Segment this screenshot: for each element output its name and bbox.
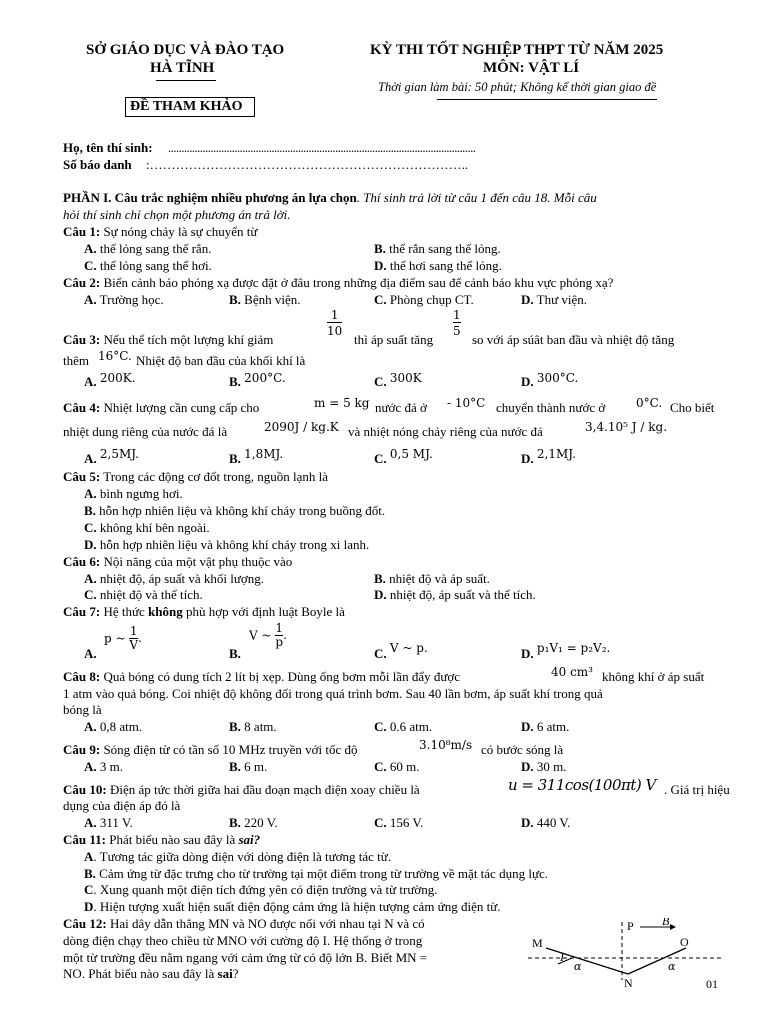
q11-option-b-text: Cảm ứng từ đặc trưng cho từ trường tại một điểm trong từ trường về mặt tác dụng lực. <box>99 866 549 881</box>
q11-option-c[interactable]: C. Xung quanh một điện tích đứng yên có điện trường và từ trường. <box>84 882 438 897</box>
q5-option-a[interactable]: A. bình ngưng hơi. <box>84 486 183 501</box>
q3-option-b[interactable]: B. 200°C. <box>229 371 286 389</box>
q7-option-a-num: 1 <box>129 624 138 638</box>
question-8-text-2: không khí ở áp suất <box>602 669 705 684</box>
q8-option-d[interactable]: D. 6 atm. <box>521 719 570 734</box>
q9-option-d-text: 30 m. <box>536 759 567 774</box>
province-name: HÀ TĨNH <box>150 60 215 76</box>
q3-fraction-2-num: 1 <box>453 308 461 322</box>
question-10-number: Câu 10: <box>63 782 107 797</box>
question-1 <box>63 224 257 240</box>
q7-option-b-den: p <box>275 635 284 649</box>
time-underline <box>437 99 657 100</box>
province-underline <box>156 80 216 81</box>
q2-option-a-text: Trường học. <box>99 292 164 307</box>
q8-option-a-text: 0,8 atm. <box>99 719 143 734</box>
q4-mass: m = 5 kg <box>314 396 370 410</box>
question-3-text-2: thì áp suất tăng <box>354 332 434 347</box>
question-4-text-6: và nhiệt nóng chảy riêng của nước đá <box>348 424 543 439</box>
q4-initial-temp: - 10°C <box>447 396 486 410</box>
question-3-text-1: Nếu thể tích một lượng khí giảm <box>100 332 274 347</box>
q9-option-a[interactable]: A. 3 m. <box>84 759 124 774</box>
q5-option-c-text: không khí bên ngoài. <box>99 520 210 535</box>
q11-option-a-text: Tương tác giữa dòng điện với dòng điện là tương tác từ. <box>99 849 392 864</box>
question-2-number: Câu 2: <box>63 275 101 290</box>
q5-option-a-text: bình ngưng hơi. <box>99 486 183 501</box>
q11-option-d-text: Hiện tượng xuất hiện suất điện động cảm ứng là hiện tượng cảm ứng điện từ. <box>99 899 501 914</box>
q8-option-a[interactable]: A. 0,8 atm. <box>84 719 143 734</box>
question-10-text-1: Điện áp tức thời giữa hai đầu đoạn mạch điện xoay chiều là <box>106 782 420 797</box>
student-id-field[interactable]: :……………………………………………………………….. <box>146 157 469 172</box>
fig-label-alpha-1: α <box>574 960 582 973</box>
q10-option-c[interactable]: C. 156 V. <box>374 815 424 830</box>
question-4 <box>63 400 259 416</box>
subject-title: MÔN: VẬT LÍ <box>483 60 580 76</box>
q7-option-b-prefix: V ~ <box>249 628 272 643</box>
question-2 <box>63 275 613 291</box>
q4-option-d[interactable]: D. 2,1MJ. <box>521 447 576 466</box>
q5-option-b[interactable]: B. hỗn hợp nhiên liệu và không khí cháy trong buồng đốt. <box>84 503 386 518</box>
q10-option-c-text: 156 V. <box>389 815 424 830</box>
q4-option-a-text: 2,5MJ. <box>99 447 139 461</box>
time-note: Thời gian làm bài: 50 phút; Không kể thời gian giao đề <box>378 80 657 94</box>
question-11 <box>63 832 260 848</box>
q1-option-b-text: thể rắn sang thể lỏng. <box>389 241 501 256</box>
question-4-number: Câu 4: <box>63 400 101 415</box>
q9-option-b[interactable]: B. 6 m. <box>229 759 268 774</box>
q3-fraction-2-den: 5 <box>453 324 461 338</box>
fig-label-i: I <box>560 950 564 964</box>
question-4-text-3: chuyển thành nước ở <box>496 400 606 415</box>
q2-option-c[interactable]: C. Phòng chụp CT. <box>374 292 474 307</box>
q5-option-c[interactable]: C. không khí bên ngoài. <box>84 520 210 535</box>
q7-option-b-expr: V ~ $\frac{1}{p}$ . <box>249 621 287 649</box>
q7-option-b-fraction <box>275 622 283 649</box>
q8-option-c[interactable]: C. 0.6 atm. <box>374 719 433 734</box>
question-9-text-1: Sóng điện từ có tần số 10 MHz truyền với tốc độ <box>100 742 358 757</box>
q4-specific-heat: 2090J / kg.K <box>264 420 339 434</box>
q6-option-b-text: nhiệt độ và áp suất. <box>389 571 490 586</box>
q1-option-b[interactable]: B. thể rắn sang thể lỏng. <box>374 241 501 256</box>
q6-option-c-text: nhiệt độ và thể tích. <box>99 587 203 602</box>
q3-option-d[interactable]: D. 300°C. <box>521 371 579 389</box>
q2-option-d-text: Thư viện. <box>536 292 588 307</box>
q10-option-d-text: 440 V. <box>536 815 571 830</box>
q6-option-b[interactable]: B. nhiệt độ và áp suất. <box>374 571 490 586</box>
part1-instructions-cont: hỏi thí sinh chỉ chọn một phương án trả lời. <box>63 207 291 222</box>
q12-figure <box>528 918 738 990</box>
exam-title: KỲ THI TỐT NGHIỆP THPT TỪ NĂM 2025 <box>370 42 664 58</box>
question-3 <box>63 332 273 348</box>
q9-option-a-text: 3 m. <box>99 759 124 774</box>
q3-option-c[interactable]: C. 300K <box>374 371 422 389</box>
q2-option-a[interactable]: A. Trường học. <box>84 292 164 307</box>
q10-option-a[interactable]: A. 311 V. <box>84 815 133 830</box>
q10-option-d[interactable]: D. 440 V. <box>521 815 571 830</box>
question-9-text-2: có bước sóng là <box>481 742 564 757</box>
q4-option-b[interactable]: B. 1,8MJ. <box>229 447 284 466</box>
fig-label-alpha-2: α <box>668 960 676 973</box>
q7-option-b[interactable]: B. <box>229 646 241 661</box>
question-12-number: Câu 12: <box>63 916 107 931</box>
q3-option-a[interactable]: A. 200K. <box>84 371 136 389</box>
q3-temperature: 16°C. <box>98 349 132 363</box>
question-8 <box>63 669 460 685</box>
student-id-label: Số báo danh <box>63 157 132 172</box>
q7-option-a-expr: p ~ $\frac{1}{V}$ . <box>104 624 142 652</box>
q7-option-c[interactable]: C. V ~ p. <box>374 641 428 661</box>
q10-option-a-text: 311 V. <box>99 815 133 830</box>
q4-option-d-text: 2,1MJ. <box>536 447 576 461</box>
question-2-text: Biển cảnh báo phóng xạ được đặt ở đâu trong những địa điểm sau để cảnh báo khu vực phóng xạ? <box>100 275 614 290</box>
question-4-text-5: nhiệt dung riêng của nước đá là <box>63 424 228 439</box>
q1-option-a-text: thể lỏng sang thể rắn. <box>99 241 212 256</box>
question-7 <box>63 604 345 620</box>
q6-option-d-text: nhiệt độ, áp suất và thể tích. <box>389 587 536 602</box>
q7-option-b-num: 1 <box>275 621 284 635</box>
q1-option-d[interactable]: D. thể hơi sang thể lỏng. <box>374 258 502 273</box>
question-11-keyword: sai? <box>238 832 261 847</box>
question-5-number: Câu 5: <box>63 469 101 484</box>
q1-option-c[interactable]: C. thể lỏng sang thể hơi. <box>84 258 212 273</box>
q5-option-d[interactable]: D. hỗn hợp nhiên liệu và không khí cháy trong xi lanh. <box>84 537 370 552</box>
q3-option-c-text: 300K <box>389 371 422 385</box>
q1-option-c-text: thể lỏng sang thể hơi. <box>99 258 212 273</box>
q2-option-c-text: Phòng chụp CT. <box>389 292 474 307</box>
q11-option-a[interactable]: A. Tương tác giữa dòng điện với dòng điện là tương tác từ. <box>84 849 392 864</box>
question-4-text-2: nước đá ở <box>375 400 427 415</box>
question-7-text-2: phù hợp với định luật Boyle là <box>182 604 345 619</box>
fig-label-n: N <box>624 976 633 990</box>
question-12-text-4: NO. Phát biểu nào sau đây là <box>63 966 218 981</box>
q2-option-b-text: Bệnh viện. <box>244 292 301 307</box>
q7-option-d[interactable]: D. p₁V₁ = p₂V₂. <box>521 641 611 661</box>
q8-option-b[interactable]: B. 8 atm. <box>229 719 277 734</box>
question-4-text-1: Nhiệt lượng cần cung cấp cho <box>100 400 260 415</box>
q3-fraction-1 <box>327 309 342 338</box>
student-name-field[interactable]: .................................................................................................................... <box>168 140 476 155</box>
q4-option-b-text: 1,8MJ. <box>244 447 284 461</box>
q4-latent-heat: 3,4.10⁵ J / kg. <box>585 420 668 434</box>
q1-option-d-text: thể hơi sang thể lỏng. <box>389 258 502 273</box>
question-7-number: Câu 7: <box>63 604 101 619</box>
student-name-label: Họ, tên thí sinh: <box>63 140 153 155</box>
part1-title: PHẦN I. Câu trắc nghiệm nhiều phương án lựa chọn <box>63 190 357 205</box>
q8-option-c-text: 0.6 atm. <box>389 719 433 734</box>
reference-badge-label: ĐỀ THAM KHẢO <box>130 99 243 114</box>
fig-label-b: B <box>662 918 670 928</box>
question-8-text-4: bóng là <box>63 702 102 717</box>
q3-fraction-1-num: 1 <box>330 308 339 322</box>
q5-option-b-text: hỗn hợp nhiên liệu và không khí cháy trong buồng đốt. <box>99 503 386 518</box>
question-7-keyword: không <box>148 604 183 619</box>
question-8-text-1: Quả bóng có dung tích 2 lít bị xẹp. Dùng ống bơm mỗi lần đẩy được <box>100 669 461 684</box>
q7-option-d-text: p₁V₁ = p₂V₂. <box>536 641 611 655</box>
fig-b-arrowhead <box>670 924 676 930</box>
question-12-line-2: dòng điện chạy theo chiều từ MNO với cường độ I. Hệ thống ở trong <box>63 933 423 948</box>
q4-option-a[interactable]: A. 2,5MJ. <box>84 447 139 466</box>
q9-option-c[interactable]: C. 60 m. <box>374 759 420 774</box>
reference-badge <box>125 97 255 117</box>
fig-wire-mn <box>546 948 628 974</box>
question-9-number: Câu 9: <box>63 742 101 757</box>
q9-option-c-text: 60 m. <box>389 759 420 774</box>
q4-option-c[interactable]: C. 0,5 MJ. <box>374 447 433 466</box>
q8-option-d-text: 6 atm. <box>536 719 570 734</box>
question-3-number: Câu 3: <box>63 332 101 347</box>
q2-option-b[interactable]: B. Bệnh viện. <box>229 292 301 307</box>
q7-option-a[interactable]: A. <box>84 646 97 661</box>
q11-option-c-text: Xung quanh một điện tích đứng yên có điện trường và từ trường. <box>99 882 438 897</box>
question-3-text-3: so với áp súât ban đầu và nhiệt độ tăng <box>472 332 675 347</box>
question-6 <box>63 554 292 570</box>
question-12-line-3: một từ trường đều nằm ngang với cảm ứng từ có độ lớn B. Biết MN = <box>63 950 428 965</box>
question-8-number: Câu 8: <box>63 669 101 684</box>
page-number: 01 <box>706 977 718 990</box>
q1-option-a[interactable]: A. thể lỏng sang thể rắn. <box>84 241 212 256</box>
question-10-text-2: . Giá trị hiệu <box>664 782 730 797</box>
question-5-text: Trong các động cơ đốt trong, nguồn lạnh là <box>100 469 329 484</box>
q3-option-b-text: 200°C. <box>244 371 286 385</box>
question-5 <box>63 469 328 485</box>
q3-option-a-text: 200K. <box>99 371 136 385</box>
fig-wire-no <box>628 948 686 974</box>
question-1-number: Câu 1: <box>63 224 101 239</box>
question-12-line-4: NO. Phát biểu nào sau đây là sai? <box>63 966 239 981</box>
q10-option-b-text: 220 V. <box>244 815 278 830</box>
q7-option-a-fraction <box>129 625 138 652</box>
question-10-text-3: dụng của điện áp đó là <box>63 798 181 813</box>
q5-option-d-text: hỗn hợp nhiên liệu và không khí cháy trong xi lanh. <box>99 537 370 552</box>
question-12-keyword: sai <box>217 966 233 981</box>
q9-speed: 3.10⁸m/s <box>419 738 473 752</box>
q8-volume: 40 cm³ <box>551 665 593 679</box>
question-11-text: Phát biểu nào sau đây là <box>105 832 239 847</box>
q9-option-b-text: 6 m. <box>244 759 268 774</box>
question-7-text-1: Hệ thức <box>100 604 149 619</box>
q6-option-a-text: nhiệt độ, áp suất và khối lượng. <box>99 571 265 586</box>
q10-expression: u = 311cos(100πt) V <box>508 776 656 794</box>
q3-fraction-2 <box>453 309 461 338</box>
question-10 <box>63 782 420 798</box>
q3-option-d-text: 300°C. <box>536 371 579 385</box>
fig-label-o: O <box>680 935 689 949</box>
question-3-text-5: Nhiệt độ ban đầu của khối khí là <box>136 353 306 368</box>
q7-option-c-text: V ~ p. <box>389 641 428 655</box>
question-6-text: Nội năng của một vật phụ thuộc vào <box>100 554 293 569</box>
question-1-text: Sự nóng chảy là sự chuyển từ <box>100 224 258 239</box>
q4-option-c-text: 0,5 MJ. <box>389 447 433 461</box>
question-12-text-1: Hai dây dẫn thẳng MN và NO được nối với nhau tại N và có <box>106 916 425 931</box>
question-12-line-1 <box>63 916 425 932</box>
q2-option-d[interactable]: D. Thư viện. <box>521 292 588 307</box>
q10-option-b[interactable]: B. 220 V. <box>229 815 278 830</box>
part1-instructions: . Thí sinh trả lời từ câu 1 đến câu 18. Mỗi câu <box>356 190 597 205</box>
q11-option-d[interactable]: D. Hiện tượng xuất hiện suất điện động cảm ứng là hiện tượng cảm ứng điện từ. <box>84 899 501 914</box>
q6-option-c[interactable]: C. nhiệt độ và thể tích. <box>84 587 203 602</box>
question-11-number: Câu 11: <box>63 832 106 847</box>
fig-label-p: P <box>627 919 634 933</box>
q9-option-d[interactable]: D. 30 m. <box>521 759 567 774</box>
question-6-number: Câu 6: <box>63 554 101 569</box>
q3-fraction-1-den: 10 <box>327 324 343 338</box>
q7-option-a-prefix: p ~ <box>104 631 126 646</box>
q6-option-d[interactable]: D. nhiệt độ, áp suất và thể tích. <box>374 587 536 602</box>
q6-option-a[interactable]: A. nhiệt độ, áp suất và khối lượng. <box>84 571 265 586</box>
dept-name: SỞ GIÁO DỤC VÀ ĐÀO TẠO <box>86 42 285 58</box>
question-4-text-4: Cho biết <box>670 400 715 415</box>
part1-heading <box>63 190 597 206</box>
question-9 <box>63 742 357 758</box>
question-8-text-3: 1 atm vào quả bóng. Coi nhiệt độ không đổi trong quá trình bơm. Sau 40 lần bơm, áp suất khí trong quả <box>63 686 603 701</box>
q4-final-temp: 0°C. <box>636 396 663 410</box>
q7-option-a-den: V <box>129 638 139 652</box>
question-3-text-4: thêm <box>63 353 89 368</box>
q11-option-b[interactable]: B. Cảm ứng từ đặc trưng cho từ trường tại một điểm trong từ trường về mặt tác dụng lực. <box>84 866 549 881</box>
fig-label-m: M <box>532 936 543 950</box>
q8-option-b-text: 8 atm. <box>244 719 277 734</box>
